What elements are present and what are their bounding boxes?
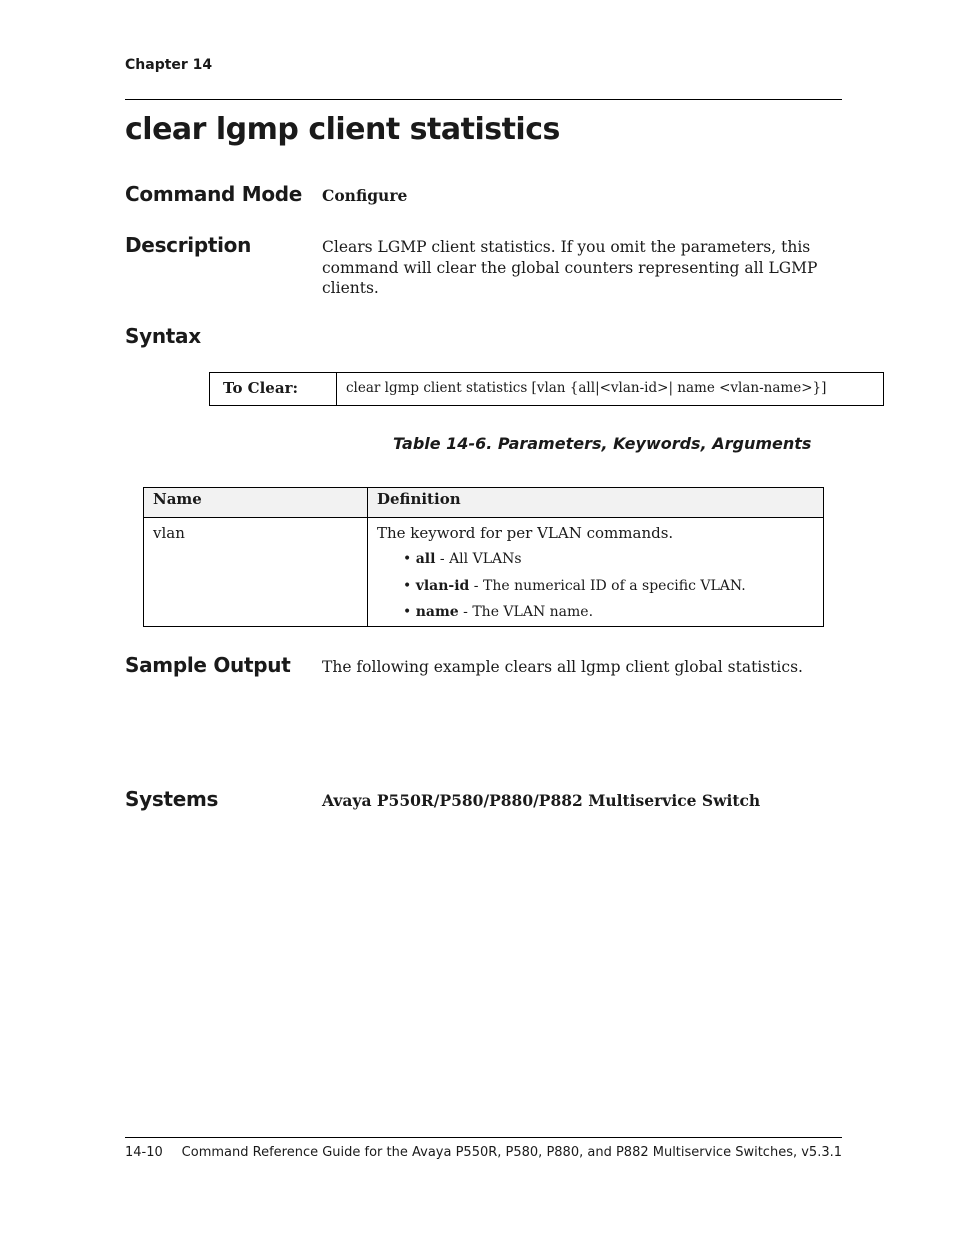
syntax-command: clear lgmp client statistics [vlan {all|<vlan-id>| name <vlan-name>}] [346, 380, 827, 396]
footer-rule [125, 1137, 842, 1138]
page-title: clear lgmp client statistics [125, 112, 560, 147]
param-definition [368, 518, 823, 626]
item-desc: - All VLANs [435, 551, 522, 567]
description-label: Description [125, 233, 252, 257]
page-number: 14-10 [125, 1145, 163, 1160]
item-desc: - The numerical ID of a specific VLAN. [469, 577, 746, 594]
table-caption: Table 14-6. Parameters, Keywords, Arguments [393, 434, 812, 453]
chapter-header: Chapter 14 [125, 57, 213, 73]
table-header-row [144, 488, 823, 518]
param-name: vlan [144, 518, 368, 626]
command-mode-label: Command Mode [125, 182, 303, 206]
definition-text: The keyword for per VLAN commands. [377, 524, 674, 542]
command-mode-value: Configure [322, 186, 408, 205]
item-term: vlan-id [415, 577, 470, 594]
syntax-label: Syntax [125, 324, 201, 348]
syntax-row-label: To Clear: [210, 373, 337, 405]
sample-output-label: Sample Output [125, 653, 291, 677]
table-row [144, 518, 823, 626]
item-desc: - The VLAN name. [458, 604, 594, 620]
list-item: • all - All VLANs [403, 551, 522, 567]
systems-value: Avaya P550R/P580/P880/P882 Multiservice Switch [322, 791, 761, 810]
list-item: • name - The VLAN name. [403, 604, 594, 620]
syntax-table [209, 372, 884, 406]
description-text: Clears LGMP client statistics. If you omit the parameters, this command will clear the global counters representing all LGMP clients. [322, 238, 818, 297]
systems-label: Systems [125, 787, 219, 811]
column-header-definition: Definition [377, 490, 461, 508]
sample-output-text: The following example clears all lgmp client global statistics. [322, 658, 803, 676]
parameters-table [143, 487, 824, 627]
item-term: name [415, 604, 459, 620]
definition-list [377, 546, 823, 626]
column-header-name: Name [144, 488, 368, 517]
footer-doc-title: Command Reference Guide for the Avaya P550R, P580, P880, and P882 Multiservice Switches, v5.3.1 [181, 1145, 842, 1160]
list-item: • vlan-id - The numerical ID of a specific VLAN. [403, 577, 746, 594]
item-term: all [415, 551, 436, 567]
header-rule [125, 99, 842, 100]
